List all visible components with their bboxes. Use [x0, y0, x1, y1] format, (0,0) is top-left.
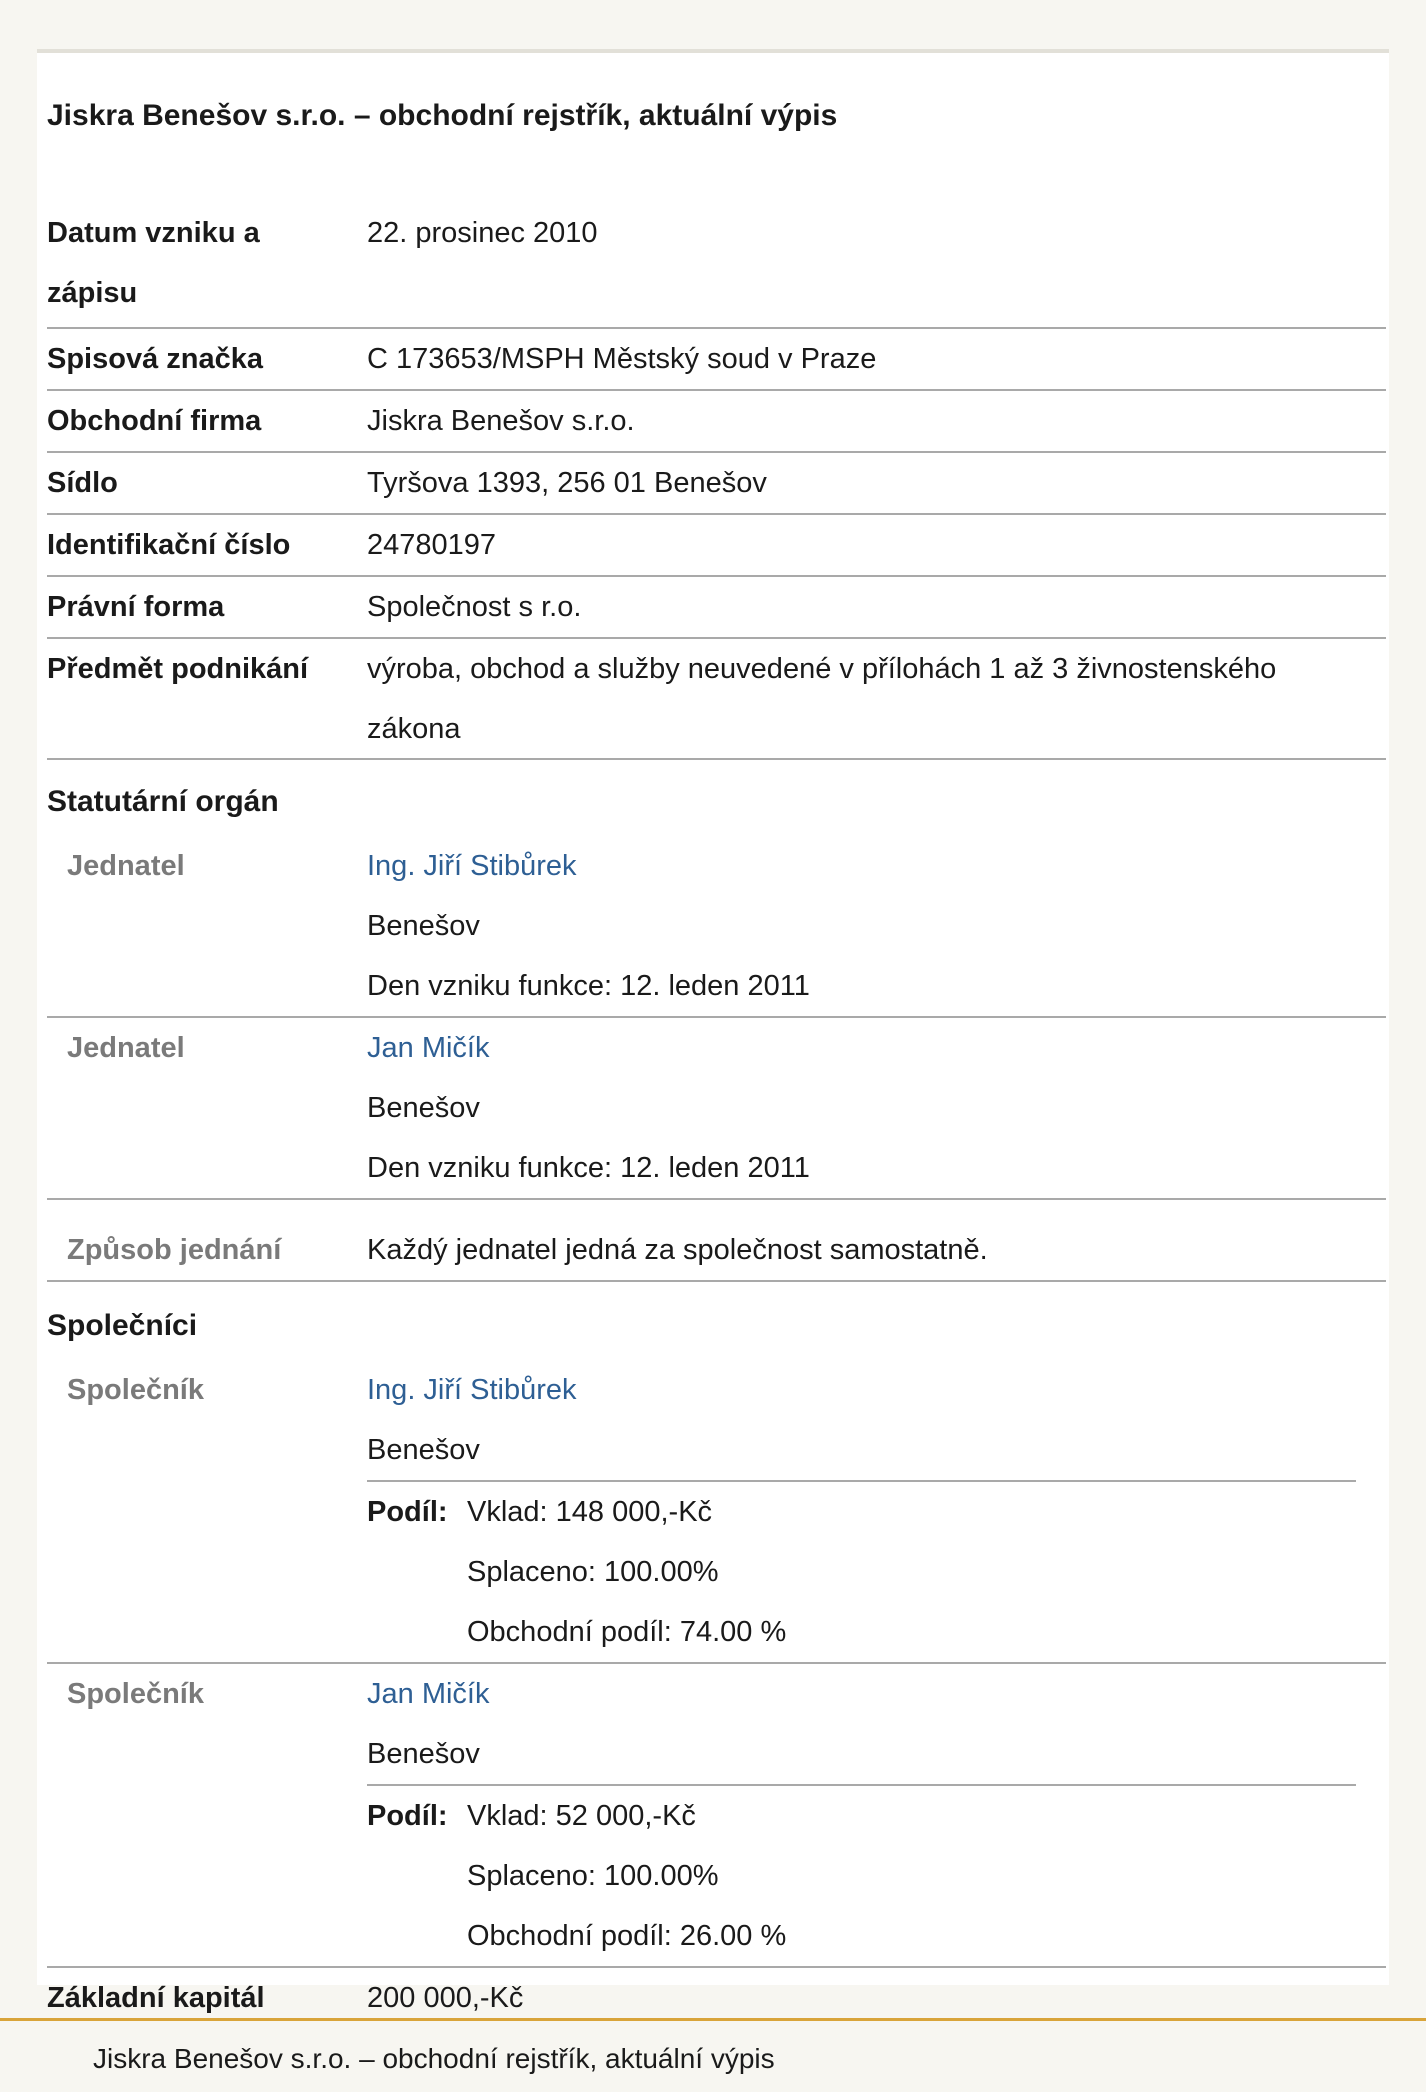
- label-predmet-podnikani: Předmět podnikání: [47, 653, 309, 685]
- label-spolecnik-1: Společník: [67, 1374, 204, 1406]
- row-zpusob-jednani: [47, 1200, 1386, 1282]
- value-spolecnik-1-place: Benešov: [367, 1434, 480, 1466]
- row-obchodni-firma: [47, 391, 1386, 453]
- share-block-1: [367, 1480, 1356, 1662]
- value-jednatel-2-place: Benešov: [367, 1092, 480, 1124]
- value-datum-vzniku: 22. prosinec 2010: [367, 217, 598, 249]
- value-predmet-podnikani: výroba, obchod a služby neuvedené v přílohách 1 až 3 živnostenského zákona: [367, 653, 1277, 745]
- share-vklad-1: Vklad: 148 000,-Kč: [467, 1496, 713, 1528]
- value-identifikacni-cislo: 24780197: [367, 529, 497, 561]
- label-obchodni-firma: Obchodní firma: [47, 405, 262, 437]
- label-zakladni-kapital: Základní kapitál: [47, 1982, 265, 2014]
- row-spisova-znacka: [47, 329, 1386, 391]
- label-pravni-forma: Právní forma: [47, 591, 225, 623]
- page-title: Jiskra Benešov s.r.o. – obchodní rejstřík, aktuální výpis: [47, 99, 838, 132]
- value-zpusob-jednani: Každý jednatel jedná za společnost samostatně.: [367, 1234, 988, 1266]
- row-spolecnik-1: [47, 1360, 1386, 1664]
- value-obchodni-firma: Jiskra Benešov s.r.o.: [367, 405, 635, 437]
- row-jednatel-1: [47, 836, 1386, 1018]
- label-jednatel-1: Jednatel: [67, 850, 185, 882]
- value-jednatel-1-since: Den vzniku funkce: 12. leden 2011: [367, 970, 810, 1002]
- label-datum-vzniku: Datum vzniku a zápisu: [47, 217, 260, 309]
- section-spolecnici: Společníci: [47, 1309, 198, 1342]
- register-card: [37, 49, 1389, 2014]
- value-zakladni-kapital: 200 000,-Kč: [367, 1982, 524, 2014]
- value-pravni-forma: Společnost s r.o.: [367, 591, 582, 623]
- row-sidlo: [47, 453, 1386, 515]
- share-splaceno-2: Splaceno: 100.00%: [467, 1860, 719, 1892]
- row-identifikacni-cislo: [47, 515, 1386, 577]
- label-spisova-znacka: Spisová značka: [47, 343, 263, 375]
- label-spolecnik-2: Společník: [67, 1678, 204, 1710]
- row-predmet-podnikani: [47, 639, 1386, 760]
- share-obchodni-podil-2: Obchodní podíl: 26.00 %: [467, 1920, 787, 1952]
- row-spolecnik-2: [47, 1664, 1386, 1968]
- row-pravni-forma: [47, 577, 1386, 639]
- share-label-1: Podíl:: [367, 1496, 448, 1528]
- value-spolecnik-2-place: Benešov: [367, 1738, 480, 1770]
- label-sidlo: Sídlo: [47, 467, 118, 499]
- footer-text: Jiskra Benešov s.r.o. – obchodní rejstřík, aktuální výpis: [93, 2043, 775, 2074]
- label-identifikacni-cislo: Identifikační číslo: [47, 529, 291, 561]
- link-jednatel-2-name[interactable]: Jan Mičík: [367, 1032, 490, 1064]
- row-datum-vzniku: [47, 203, 1386, 329]
- value-jednatel-1-place: Benešov: [367, 910, 480, 942]
- link-spolecnik-1-name[interactable]: Ing. Jiří Stibůrek: [367, 1374, 577, 1406]
- link-jednatel-1-name[interactable]: Ing. Jiří Stibůrek: [367, 850, 577, 882]
- link-spolecnik-2-name[interactable]: Jan Mičík: [367, 1678, 490, 1710]
- footer: [0, 2018, 1426, 2092]
- value-jednatel-2-since: Den vzniku funkce: 12. leden 2011: [367, 1152, 810, 1184]
- share-obchodni-podil-1: Obchodní podíl: 74.00 %: [467, 1616, 787, 1648]
- label-jednatel-2: Jednatel: [67, 1032, 185, 1064]
- share-vklad-2: Vklad: 52 000,-Kč: [467, 1800, 696, 1832]
- value-sidlo: Tyršova 1393, 256 01 Benešov: [367, 467, 767, 499]
- section-statutarni-organ: Statutární orgán: [47, 785, 279, 818]
- label-zpusob-jednani: Způsob jednání: [67, 1234, 282, 1266]
- row-jednatel-2: [47, 1018, 1386, 1200]
- share-label-2: Podíl:: [367, 1800, 448, 1832]
- share-splaceno-1: Splaceno: 100.00%: [467, 1556, 719, 1588]
- value-spisova-znacka: C 173653/MSPH Městský soud v Praze: [367, 343, 877, 375]
- share-block-2: [367, 1784, 1356, 1966]
